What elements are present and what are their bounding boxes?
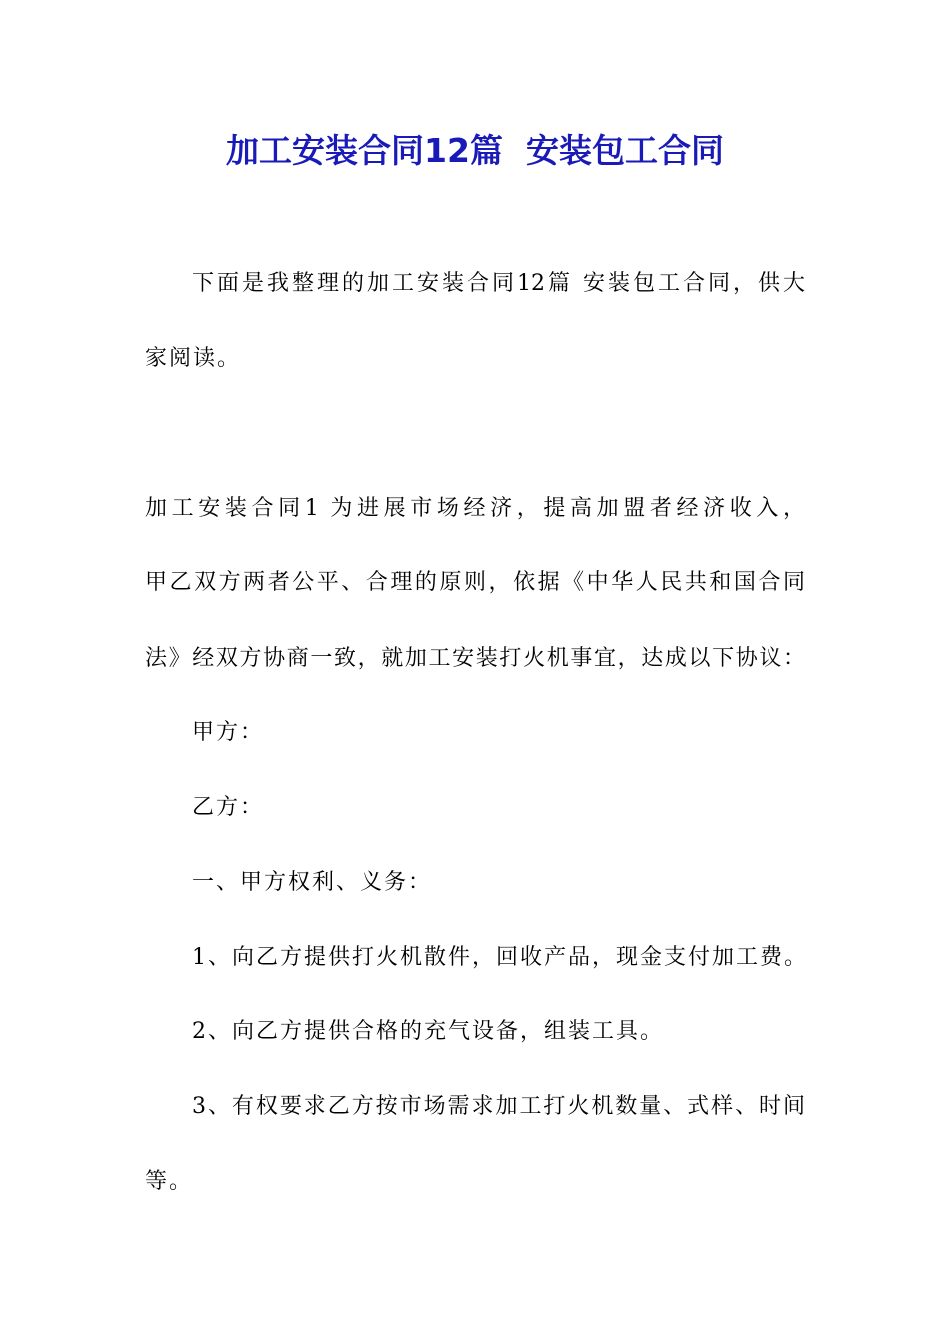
list-item-2: 2、向乙方提供合格的充气设备，组装工具。 xyxy=(192,1019,664,1044)
contract-paragraph-line-3: 法》经双方协商一致，就加工安装打火机事宜，达成以下协议： xyxy=(145,646,805,671)
contract-paragraph-line-1: 加工安装合同1 为进展市场经济，提高加盟者经济收入， xyxy=(145,496,805,521)
party-a-label: 甲方： xyxy=(192,720,265,745)
document-title: 加工安装合同12篇 安装包工合同 xyxy=(226,131,724,170)
intro-paragraph-line-2: 家阅读。 xyxy=(145,346,242,371)
list-item-1: 1、向乙方提供打火机散件，回收产品，现金支付加工费。 xyxy=(192,945,808,970)
intro-paragraph-line-1: 下面是我整理的加工安装合同12篇 安装包工合同，供大 xyxy=(192,271,805,296)
contract-paragraph-line-2: 甲乙双方两者公平、合理的原则，依据《中华人民共和国合同 xyxy=(145,570,805,595)
section-heading-party-a-rights: 一、甲方权利、义务： xyxy=(192,870,433,895)
party-b-label: 乙方： xyxy=(192,795,265,820)
list-item-3-line-2: 等。 xyxy=(145,1169,194,1194)
list-item-3-line-1: 3、有权要求乙方按市场需求加工打火机数量、式样、时间 xyxy=(192,1094,805,1119)
